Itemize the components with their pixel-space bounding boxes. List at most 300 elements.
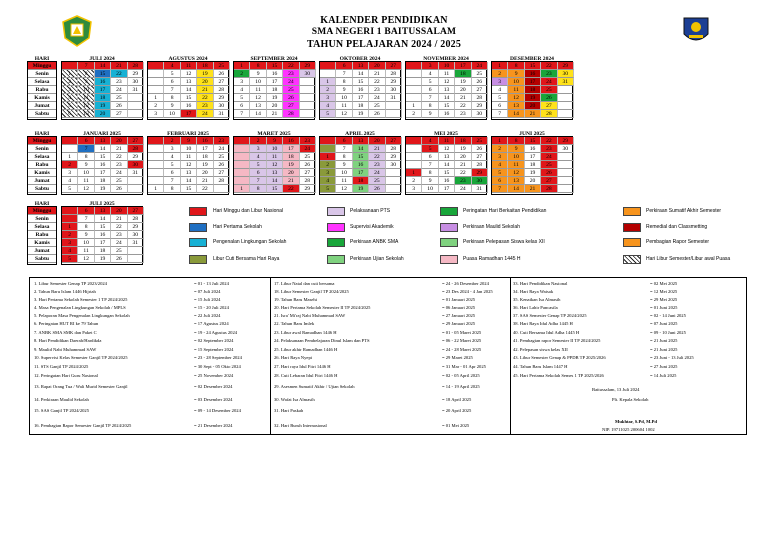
calendar-day: 23 bbox=[541, 70, 557, 78]
calendar-day: 2 bbox=[62, 161, 78, 169]
calendar-day bbox=[234, 161, 250, 169]
calendar-day: 30 bbox=[128, 161, 144, 169]
legend-swatch bbox=[440, 255, 458, 264]
calendar-day: 30 bbox=[472, 177, 488, 185]
calendar-day: 23 bbox=[111, 161, 127, 169]
calendar-day: 27 bbox=[472, 153, 488, 161]
calendar-day: 28 bbox=[386, 70, 402, 78]
day-name: Rabu bbox=[28, 86, 56, 94]
calendar-day: 20 bbox=[197, 169, 213, 177]
calendar-day: 15 bbox=[267, 62, 283, 70]
calendar-day: 30 bbox=[558, 145, 574, 153]
calendar-day: 12 bbox=[78, 102, 94, 110]
event-date: = 27 Juni 2025 bbox=[650, 364, 678, 369]
calendar-day: 6 bbox=[250, 169, 266, 177]
calendar-day: 2 bbox=[320, 161, 336, 169]
month-calendar bbox=[405, 56, 487, 120]
calendar-day: 6 bbox=[492, 102, 508, 110]
event-date: = 21 Juni 2025 bbox=[650, 347, 678, 352]
legend-swatch bbox=[189, 223, 207, 232]
event-date: = 18 April 2025 bbox=[442, 397, 472, 402]
calendar-day: 18 bbox=[525, 161, 541, 169]
event-date: = 23 Des 2024 - 4 Jan 2025 bbox=[442, 289, 493, 294]
calendar-day: 30 bbox=[214, 102, 230, 110]
calendar-day: 16 bbox=[439, 110, 455, 118]
calendar-day: 29 bbox=[386, 78, 402, 86]
calendar-day: 13 bbox=[353, 137, 369, 145]
calendar-day: 7 bbox=[234, 110, 250, 118]
month-name: JANUARI 2025 bbox=[61, 131, 143, 137]
day-name: Kamis bbox=[28, 169, 56, 177]
calendar-day: 19 bbox=[525, 169, 541, 177]
calendar-day bbox=[406, 161, 422, 169]
calendar-day: 31 bbox=[128, 86, 144, 94]
calendar-day: 11 bbox=[336, 177, 352, 185]
calendar-day: 8 bbox=[78, 223, 94, 231]
calendar-day: 17 bbox=[525, 153, 541, 161]
calendar-day: 27 bbox=[128, 137, 144, 145]
calendar-day bbox=[234, 169, 250, 177]
event-date: = 27 Januari 2025 bbox=[442, 313, 476, 318]
event-date: = 02 - 14 Juni 2025 bbox=[650, 313, 686, 318]
legend-label: Puasa Ramadhan 1445 H bbox=[463, 256, 521, 262]
month-calendar bbox=[61, 201, 143, 265]
calendar-day: 2 bbox=[492, 145, 508, 153]
calendar-day bbox=[406, 94, 422, 102]
calendar-day: 2 bbox=[406, 110, 422, 118]
event-name: 13. Rapat Orang Tua / Wali Murid Semester Ganjil bbox=[34, 384, 128, 389]
calendar-day: 3 bbox=[422, 62, 438, 70]
calendar-day: 10 bbox=[336, 169, 352, 177]
event-name: 36. Hari Lahir Pancasila bbox=[513, 305, 558, 310]
calendar-day: 11 bbox=[78, 94, 94, 102]
calendar-day bbox=[128, 185, 144, 193]
calendar-day: 29 bbox=[128, 70, 144, 78]
calendar-day: 13 bbox=[508, 102, 524, 110]
calendar-day: 3 bbox=[406, 185, 422, 193]
calendar-day: 22 bbox=[455, 102, 471, 110]
calendar-day bbox=[320, 70, 336, 78]
calendar-day: 12 bbox=[78, 185, 94, 193]
legend-swatch bbox=[327, 255, 345, 264]
calendar-day: 26 bbox=[472, 145, 488, 153]
calendar-day: 24 bbox=[541, 153, 557, 161]
calendar-day: 25 bbox=[369, 102, 385, 110]
calendar-day: 22 bbox=[283, 185, 299, 193]
calendar-day: 23 bbox=[369, 161, 385, 169]
calendar-day: 11 bbox=[439, 70, 455, 78]
calendar-day: 13 bbox=[353, 62, 369, 70]
calendar-day: 21 bbox=[111, 145, 127, 153]
calendar-day bbox=[300, 94, 316, 102]
calendar-day: 7 bbox=[336, 145, 352, 153]
calendar-day: 20 bbox=[369, 62, 385, 70]
calendar-day: 6 bbox=[62, 110, 78, 118]
legend-swatch bbox=[440, 223, 458, 232]
calendar-day bbox=[300, 78, 316, 86]
day-name: Jumat bbox=[28, 177, 56, 185]
calendar-day: 3 bbox=[234, 78, 250, 86]
calendar-day: 29 bbox=[472, 169, 488, 177]
calendar-day: 23 bbox=[455, 110, 471, 118]
calendar-day: 9 bbox=[508, 145, 524, 153]
calendar-day: 11 bbox=[181, 62, 197, 70]
calendar-day: 25 bbox=[472, 70, 488, 78]
event-date: = 07 Juli 2024 bbox=[194, 289, 221, 294]
calendar-day: 12 bbox=[336, 185, 352, 193]
calendar-day: 9 bbox=[78, 161, 94, 169]
calendar-day: 19 bbox=[455, 78, 471, 86]
calendar-day: 20 bbox=[95, 110, 111, 118]
event-date: = 20 April 2025 bbox=[442, 408, 472, 413]
legend-label: Perkiraan Pelepasan Siswa kelas XII bbox=[463, 239, 545, 245]
event-name: 41. Pembagian rapor Semester II TP 2024/2025 bbox=[513, 338, 601, 343]
calendar-day: 4 bbox=[492, 161, 508, 169]
calendar-day: 8 bbox=[336, 78, 352, 86]
calendar-day: 1 bbox=[492, 62, 508, 70]
calendar-day: 31 bbox=[128, 239, 144, 247]
calendar-day: 3 bbox=[320, 94, 336, 102]
page-title-line3: TAHUN PELAJARAN 2024 / 2025 bbox=[306, 39, 462, 50]
month-calendar bbox=[491, 56, 573, 120]
calendar-day: 27 bbox=[472, 86, 488, 94]
event-date: = 02 September 2024 bbox=[194, 338, 234, 343]
legend-swatch bbox=[327, 238, 345, 247]
calendar-day: 1 bbox=[320, 153, 336, 161]
calendar-day: 25 bbox=[541, 86, 557, 94]
calendar-day: 25 bbox=[111, 247, 127, 255]
event-date: = 06 - 22 Maret 2025 bbox=[442, 338, 482, 343]
calendar-day: 22 bbox=[111, 223, 127, 231]
calendar-day: 1 bbox=[492, 137, 508, 145]
event-name: 31. Hari Paskah bbox=[274, 408, 304, 413]
month-name: JULI 2025 bbox=[61, 201, 143, 207]
day-names-column bbox=[27, 131, 57, 195]
day-name: Minggu bbox=[28, 207, 56, 215]
calendar-day: 9 bbox=[164, 102, 180, 110]
calendar-day bbox=[320, 137, 336, 145]
calendar-day: 3 bbox=[62, 86, 78, 94]
calendar-day: 1 bbox=[406, 169, 422, 177]
province-logo bbox=[680, 16, 712, 46]
calendar-day bbox=[62, 137, 78, 145]
calendar-day: 10 bbox=[439, 62, 455, 70]
calendar-day bbox=[148, 161, 164, 169]
calendar-day: 29 bbox=[128, 223, 144, 231]
calendar-day: 11 bbox=[181, 153, 197, 161]
calendar-day: 4 bbox=[62, 247, 78, 255]
calendar-day: 17 bbox=[353, 94, 369, 102]
calendar-day: 8 bbox=[508, 137, 524, 145]
calendar-day: 21 bbox=[197, 86, 213, 94]
calendar-day bbox=[558, 185, 574, 193]
legend-swatch bbox=[623, 255, 641, 264]
calendar-day: 13 bbox=[439, 86, 455, 94]
calendar-day: 17 bbox=[181, 110, 197, 118]
calendar-day: 18 bbox=[95, 94, 111, 102]
calendar-day: 10 bbox=[422, 185, 438, 193]
calendar-day: 1 bbox=[406, 102, 422, 110]
calendar-day: 15 bbox=[95, 223, 111, 231]
event-name: 8. Hari Pendidikan Daerah/Hardikda bbox=[34, 338, 102, 343]
calendar-day: 14 bbox=[267, 177, 283, 185]
calendar-day: 5 bbox=[320, 110, 336, 118]
calendar-day: 5 bbox=[422, 145, 438, 153]
event-date: = 02 Desember 2024 bbox=[194, 384, 233, 389]
calendar-day bbox=[148, 145, 164, 153]
calendar-day: 23 bbox=[214, 137, 230, 145]
day-names-column bbox=[27, 201, 57, 265]
legend-label: Hari Libur Semester/Libur awal Puasa bbox=[646, 256, 731, 262]
calendar-day: 15 bbox=[181, 94, 197, 102]
calendar-day: 24 bbox=[300, 145, 316, 153]
calendar-day: 14 bbox=[439, 94, 455, 102]
event-name: 29. Asesmen Sumatif Akhir / Ujian Sekolah bbox=[274, 384, 355, 389]
event-name: 17. Libur Natal dan cuti bersama bbox=[274, 281, 335, 286]
calendar-day: 22 bbox=[111, 153, 127, 161]
calendar-day: 4 bbox=[320, 177, 336, 185]
month-name: DESEMBER 2024 bbox=[491, 56, 573, 62]
calendar-day: 28 bbox=[214, 86, 230, 94]
calendar-day: 28 bbox=[128, 215, 144, 223]
legend-label: Pengenalan Lingkungan Sekolah bbox=[213, 239, 287, 245]
event-date: = 06 Januari 2025 bbox=[442, 305, 476, 310]
calendar-day: 6 bbox=[164, 78, 180, 86]
calendar-day: 24 bbox=[111, 86, 127, 94]
calendar-day: 23 bbox=[455, 177, 471, 185]
calendar-day: 26 bbox=[111, 255, 127, 263]
calendar-day bbox=[62, 207, 78, 215]
calendar-day: 11 bbox=[78, 247, 94, 255]
calendar-day bbox=[406, 78, 422, 86]
calendar-day: 1 bbox=[320, 78, 336, 86]
calendar-day: 21 bbox=[525, 110, 541, 118]
calendar-day: 20 bbox=[283, 169, 299, 177]
calendar-day: 1 bbox=[62, 153, 78, 161]
calendar-day: 5 bbox=[234, 94, 250, 102]
calendar-day: 26 bbox=[369, 110, 385, 118]
month-name: MEI 2025 bbox=[405, 131, 487, 137]
calendar-day: 15 bbox=[353, 153, 369, 161]
event-date: = 24 - 28 Maret 2025 bbox=[442, 347, 482, 352]
calendar-day: 11 bbox=[508, 86, 524, 94]
calendar-day: 20 bbox=[197, 78, 213, 86]
day-header: HARI bbox=[27, 131, 57, 137]
calendar-day: 4 bbox=[422, 70, 438, 78]
calendar-day: 13 bbox=[95, 137, 111, 145]
calendar-day bbox=[406, 62, 422, 70]
calendar-day: 21 bbox=[525, 185, 541, 193]
calendar-day: 27 bbox=[214, 169, 230, 177]
event-date: = 15 - 20 Juli 2024 bbox=[194, 305, 229, 310]
calendar-day bbox=[386, 169, 402, 177]
calendar-day: 6 bbox=[78, 137, 94, 145]
calendar-day: 13 bbox=[78, 110, 94, 118]
calendar-day: 14 bbox=[95, 215, 111, 223]
calendar-day: 7 bbox=[422, 94, 438, 102]
calendar-day: 12 bbox=[439, 78, 455, 86]
calendar-day: 24 bbox=[111, 239, 127, 247]
event-name: 24. Pelaksanaan Pembelajaran Dinul Islam dan PTS bbox=[274, 338, 370, 343]
calendar-day: 18 bbox=[95, 177, 111, 185]
calendar-day: 28 bbox=[472, 94, 488, 102]
calendar-day: 30 bbox=[300, 70, 316, 78]
calendar-day: 18 bbox=[525, 86, 541, 94]
calendar-day: 4 bbox=[62, 177, 78, 185]
day-name: Senin bbox=[28, 145, 56, 153]
calendar-day: 24 bbox=[541, 78, 557, 86]
calendar-day: 27 bbox=[214, 78, 230, 86]
calendar-day: 18 bbox=[455, 137, 471, 145]
calendar-day: 5 bbox=[250, 161, 266, 169]
calendar-day: 5 bbox=[320, 185, 336, 193]
calendar-day: 28 bbox=[128, 62, 144, 70]
calendar-day: 25 bbox=[214, 62, 230, 70]
calendar-day: 4 bbox=[492, 86, 508, 94]
event-date: = 14 - 19 April 2025 bbox=[442, 384, 480, 389]
calendar-day: 5 bbox=[422, 78, 438, 86]
events-table bbox=[29, 277, 747, 435]
calendar-day: 28 bbox=[214, 177, 230, 185]
month-calendar bbox=[233, 56, 315, 120]
signature-role: Plt. Kepala Sekolah bbox=[612, 397, 649, 402]
event-name: 16. Pembagian Rapor Semester Ganjil TP 2024/2025 bbox=[34, 423, 132, 428]
event-name: 38. Hari Raya Idul Adha 1445 H bbox=[513, 321, 573, 326]
calendar-day: 10 bbox=[267, 145, 283, 153]
calendar-day: 14 bbox=[353, 145, 369, 153]
calendar-day: 19 bbox=[95, 255, 111, 263]
calendar-day: 29 bbox=[128, 153, 144, 161]
legend-label: Perkiraan Ujian Sekolah bbox=[350, 256, 404, 262]
calendar-day: 25 bbox=[472, 137, 488, 145]
event-date: = 15 September 2024 bbox=[194, 347, 234, 352]
calendar-day: 24 bbox=[214, 145, 230, 153]
calendar-day: 25 bbox=[214, 153, 230, 161]
calendar-day: 2 bbox=[148, 102, 164, 110]
calendar-day: 8 bbox=[508, 62, 524, 70]
event-date: = 30 Sept - 05 Okto 2024 bbox=[194, 364, 241, 369]
calendar-day bbox=[148, 137, 164, 145]
calendar-day bbox=[300, 102, 316, 110]
calendar-day: 10 bbox=[78, 169, 94, 177]
calendar-day: 26 bbox=[300, 161, 316, 169]
calendar-day: 11 bbox=[267, 153, 283, 161]
calendar-day: 1 bbox=[62, 223, 78, 231]
calendar-day bbox=[558, 94, 574, 102]
calendar-day: 9 bbox=[78, 231, 94, 239]
calendar-day: 14 bbox=[508, 185, 524, 193]
calendar-day: 29 bbox=[386, 153, 402, 161]
calendar-day bbox=[148, 169, 164, 177]
calendar-day: 8 bbox=[422, 102, 438, 110]
calendar-day: 5 bbox=[164, 70, 180, 78]
calendar-day: 16 bbox=[267, 70, 283, 78]
calendar-day: 7 bbox=[78, 215, 94, 223]
event-date: = 12 Mei 2025 bbox=[650, 289, 678, 294]
calendar-day: 10 bbox=[508, 153, 524, 161]
calendar-day: 28 bbox=[128, 145, 144, 153]
calendar-day: 4 bbox=[320, 102, 336, 110]
calendar-day: 7 bbox=[78, 62, 94, 70]
calendar-day: 5 bbox=[62, 185, 78, 193]
calendar-day: 20 bbox=[267, 102, 283, 110]
calendar-day: 1 bbox=[62, 70, 78, 78]
event-date: = 01 Mei 2025 bbox=[442, 423, 470, 428]
calendar-day: 24 bbox=[111, 169, 127, 177]
school-logo bbox=[60, 14, 94, 48]
calendar-day bbox=[62, 145, 78, 153]
event-date: = 01 - 13 Juli 2024 bbox=[194, 281, 229, 286]
event-name: 44. Tahun Baru Islam 1447 H bbox=[513, 364, 568, 369]
calendar-day: 2 bbox=[164, 137, 180, 145]
calendar-day: 12 bbox=[336, 110, 352, 118]
calendar-day bbox=[148, 86, 164, 94]
legend-label: Peringatan Hari Berkaitan Pendidikan bbox=[463, 208, 547, 214]
day-name: Sabtu bbox=[28, 110, 56, 118]
calendar-day: 6 bbox=[336, 137, 352, 145]
calendar-day: 7 bbox=[164, 86, 180, 94]
calendar-day: 25 bbox=[541, 161, 557, 169]
calendar-day: 4 bbox=[422, 137, 438, 145]
month-name: OKTOBER 2024 bbox=[319, 56, 401, 62]
calendar-day: 26 bbox=[369, 185, 385, 193]
calendar-day: 25 bbox=[369, 177, 385, 185]
event-date: = 23 - 28 September 2024 bbox=[194, 355, 242, 360]
calendar-day: 18 bbox=[95, 247, 111, 255]
day-name: Jumat bbox=[28, 247, 56, 255]
calendar-day bbox=[214, 185, 230, 193]
calendar-day: 24 bbox=[283, 78, 299, 86]
calendar-day: 6 bbox=[164, 169, 180, 177]
legend-swatch bbox=[189, 238, 207, 247]
event-date: = 31 Mar - 01 Apr 2025 bbox=[442, 364, 486, 369]
calendar-day: 17 bbox=[197, 145, 213, 153]
calendar-day: 15 bbox=[525, 137, 541, 145]
calendar-day: 17 bbox=[95, 239, 111, 247]
event-name: 4. Masa Pengenalan Lingkungan Sekolah / MPLS bbox=[34, 305, 126, 310]
calendar-day: 14 bbox=[250, 110, 266, 118]
calendar-day: 31 bbox=[472, 185, 488, 193]
calendar-day: 19 bbox=[197, 70, 213, 78]
calendar-day: 9 bbox=[336, 161, 352, 169]
calendar-day: 2 bbox=[250, 137, 266, 145]
calendar-day bbox=[148, 177, 164, 185]
calendar-day: 15 bbox=[95, 70, 111, 78]
calendar-day: 24 bbox=[197, 110, 213, 118]
calendar-day: 13 bbox=[181, 78, 197, 86]
event-name: 22. Tahun Baru Imlek bbox=[274, 321, 315, 326]
calendar-day: 19 bbox=[95, 185, 111, 193]
calendar-day: 22 bbox=[197, 94, 213, 102]
calendar-day: 3 bbox=[164, 145, 180, 153]
calendar-day: 25 bbox=[300, 153, 316, 161]
event-date: = 03 Desember 2024 bbox=[194, 397, 233, 402]
calendar-day bbox=[406, 86, 422, 94]
calendar-day: 12 bbox=[508, 169, 524, 177]
calendar-day bbox=[128, 177, 144, 185]
calendar-day: 19 bbox=[197, 161, 213, 169]
calendar-day: 15 bbox=[439, 102, 455, 110]
event-date: = 02 Mei 2025 bbox=[650, 281, 678, 286]
calendar-day: 16 bbox=[283, 137, 299, 145]
calendar-day: 14 bbox=[181, 177, 197, 185]
calendar-day: 20 bbox=[111, 207, 127, 215]
calendar-day bbox=[234, 145, 250, 153]
calendar-day: 9 bbox=[422, 177, 438, 185]
calendar-day: 17 bbox=[283, 145, 299, 153]
calendar-day: 28 bbox=[386, 145, 402, 153]
calendar-day: 5 bbox=[492, 169, 508, 177]
